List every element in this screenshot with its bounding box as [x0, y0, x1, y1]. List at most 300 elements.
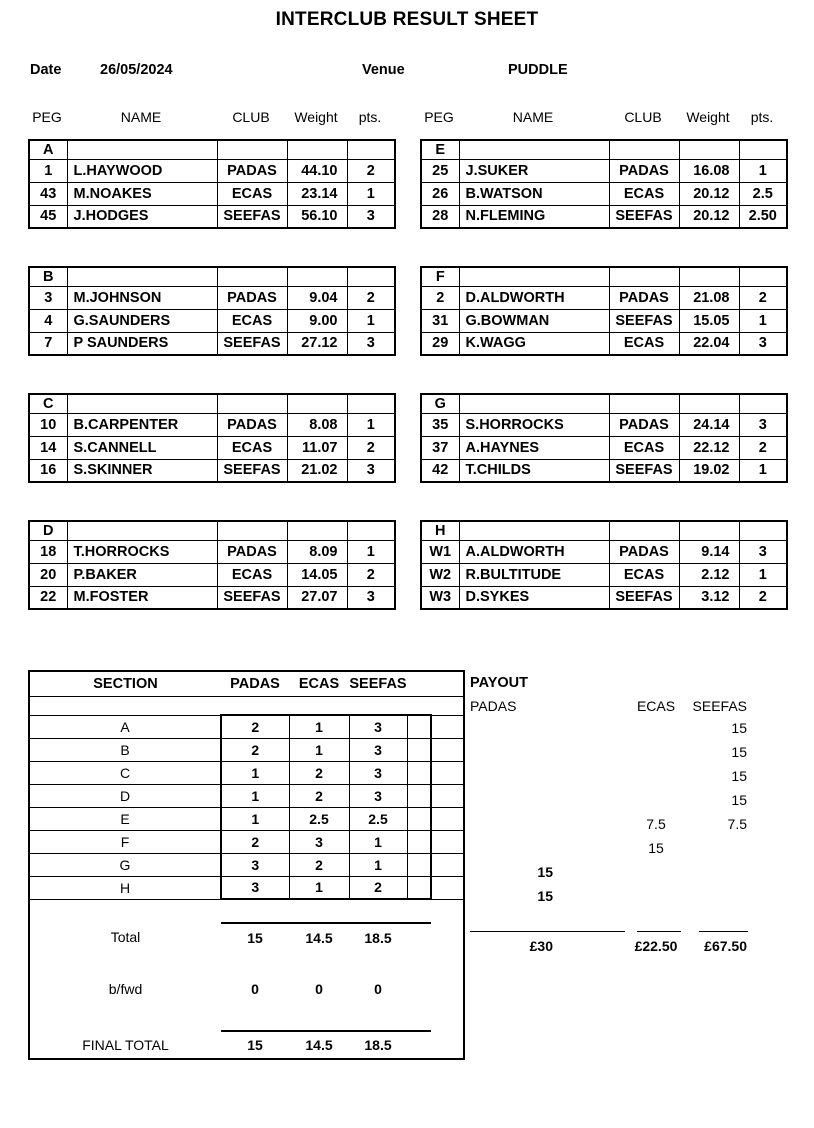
section-header-row [29, 140, 395, 159]
pts-cell: 1 [347, 182, 395, 205]
peg-cell: 7 [29, 332, 67, 355]
payout-padas-rule [470, 908, 625, 932]
payout-seefas-E: 7.5 [727, 816, 747, 832]
club-cell: ECAS [217, 182, 287, 205]
name-cell: B.WATSON [459, 182, 609, 205]
summary-extra-cell [407, 830, 431, 853]
club-cell: ECAS [217, 563, 287, 586]
weight-cell: 3.12 [679, 586, 739, 609]
payout-seefas-C: 15 [731, 768, 747, 784]
club-cell: PADAS [609, 540, 679, 563]
col-header-pts: pts. [358, 109, 382, 125]
peg-cell: 35 [421, 413, 459, 436]
section-header-empty-cell [67, 521, 217, 540]
summary-spare-cell [431, 761, 464, 784]
result-row [421, 413, 787, 436]
result-row [421, 182, 787, 205]
peg-cell: 2 [421, 286, 459, 309]
pts-cell: 3 [739, 413, 787, 436]
section-table-B [28, 266, 396, 356]
result-row [29, 563, 395, 586]
section-header-empty-cell [459, 394, 609, 413]
payout-seefas-A: 15 [731, 720, 747, 736]
summary-spacer-row [29, 696, 464, 715]
section-header-empty-cell [459, 140, 609, 159]
summary-section-label: H [29, 876, 221, 899]
summary-spare-cell [431, 876, 464, 899]
pts-cell: 3 [739, 332, 787, 355]
section-header-empty-cell [287, 267, 347, 286]
name-cell: A.ALDWORTH [459, 540, 609, 563]
section-header-empty-cell [739, 140, 787, 159]
summary-table [28, 670, 465, 1060]
final-extra-cell [407, 1031, 431, 1059]
name-cell: S.HORROCKS [459, 413, 609, 436]
summary-ecas-value: 1 [289, 715, 349, 738]
club-cell: PADAS [217, 159, 287, 182]
name-cell: D.SYKES [459, 586, 609, 609]
summary-spare-cell [431, 830, 464, 853]
payout-ecas-A [625, 716, 687, 740]
weight-cell: 15.05 [679, 309, 739, 332]
peg-cell: 10 [29, 413, 67, 436]
summary-padas-value: 3 [221, 853, 289, 876]
section-header-empty-cell [347, 521, 395, 540]
pts-cell: 1 [347, 540, 395, 563]
summary-row-D [29, 784, 464, 807]
summary-extra-cell [407, 876, 431, 899]
peg-cell: 3 [29, 286, 67, 309]
payout-seefas-G [687, 860, 755, 884]
payout-padas-B [470, 740, 625, 764]
peg-cell: 14 [29, 436, 67, 459]
name-cell: D.ALDWORTH [459, 286, 609, 309]
summary-seefas-value: 3 [349, 761, 407, 784]
club-cell: SEEFAS [609, 309, 679, 332]
pts-cell: 1 [739, 563, 787, 586]
weight-cell: 2.12 [679, 563, 739, 586]
summary-gap-row [29, 1003, 464, 1031]
section-tables-grid [0, 139, 814, 610]
club-cell: PADAS [609, 413, 679, 436]
summary-section-label: F [29, 830, 221, 853]
summary-row-F [29, 830, 464, 853]
section-header-row [29, 394, 395, 413]
final-ecas-value: 14.5 [289, 1031, 349, 1059]
payout-header-padas: PADAS [470, 698, 517, 714]
name-cell: A.HAYNES [459, 436, 609, 459]
section-header-empty-cell [217, 394, 287, 413]
section-header-empty-cell [609, 267, 679, 286]
payout-row-B [470, 740, 755, 764]
summary-seefas-value: 1 [349, 830, 407, 853]
summary-row-G [29, 853, 464, 876]
summary-row-C [29, 761, 464, 784]
section-header-empty-cell [739, 394, 787, 413]
club-cell: ECAS [609, 436, 679, 459]
pts-cell: 3 [347, 205, 395, 228]
summary-row-E [29, 807, 464, 830]
peg-cell: 37 [421, 436, 459, 459]
payout-total-seefas: £67.50 [704, 938, 747, 954]
final-total-label: FINAL TOTAL [82, 1036, 169, 1053]
col-header-pts: pts. [750, 109, 774, 125]
section-table-F [420, 266, 788, 356]
pts-cell: 2 [739, 286, 787, 309]
final-seefas-value: 18.5 [349, 1031, 407, 1059]
result-row [421, 286, 787, 309]
col-header-club: CLUB [624, 109, 662, 125]
peg-cell: 18 [29, 540, 67, 563]
pts-cell: 2 [347, 286, 395, 309]
section-table-H [420, 520, 788, 610]
section-letter: A [29, 140, 67, 159]
name-cell: M.NOAKES [67, 182, 217, 205]
section-letter: C [29, 394, 67, 413]
payout-club-headers [470, 696, 755, 716]
final-spare-cell [431, 1031, 464, 1059]
club-cell: SEEFAS [217, 459, 287, 482]
peg-cell: W3 [421, 586, 459, 609]
total-padas-value: 15 [221, 923, 289, 951]
summary-spare-cell [431, 807, 464, 830]
venue-label: Venue [362, 62, 405, 78]
result-row [421, 459, 787, 482]
summary-ecas-value: 2 [289, 761, 349, 784]
summary-padas-value: 1 [221, 784, 289, 807]
section-header-row [421, 267, 787, 286]
peg-cell: 45 [29, 205, 67, 228]
section-header-empty-cell [679, 140, 739, 159]
pts-cell: 1 [347, 309, 395, 332]
peg-cell: 22 [29, 586, 67, 609]
summary-header-section: SECTION [29, 671, 221, 696]
venue-value: PUDDLE [508, 62, 568, 78]
page-title: INTERCLUB RESULT SHEET [275, 9, 539, 30]
club-cell: PADAS [217, 286, 287, 309]
summary-padas-value: 1 [221, 761, 289, 784]
bfwd-label: b/fwd [108, 981, 143, 997]
peg-cell: 43 [29, 182, 67, 205]
result-row [421, 332, 787, 355]
club-cell: SEEFAS [217, 205, 287, 228]
weight-cell: 9.00 [287, 309, 347, 332]
club-cell: ECAS [609, 332, 679, 355]
summary-header-ecas: ECAS [289, 671, 349, 696]
weight-cell: 23.14 [287, 182, 347, 205]
section-header-empty-cell [679, 521, 739, 540]
totals-area [0, 670, 814, 1060]
section-header-empty-cell [679, 267, 739, 286]
section-header-empty-cell [459, 521, 609, 540]
payout-ecas-F: 15 [648, 840, 664, 856]
result-row [29, 436, 395, 459]
section-header-empty-cell [609, 394, 679, 413]
pts-cell: 1 [739, 309, 787, 332]
summary-seefas-value: 3 [349, 715, 407, 738]
section-header-empty-cell [609, 521, 679, 540]
peg-cell: 16 [29, 459, 67, 482]
weight-cell: 9.04 [287, 286, 347, 309]
payout-seefas-rule [699, 908, 748, 932]
payout-padas-A [470, 716, 625, 740]
weight-cell: 27.07 [287, 586, 347, 609]
section-header-row [29, 267, 395, 286]
peg-cell: 29 [421, 332, 459, 355]
summary-seefas-value: 1 [349, 853, 407, 876]
section-header-empty-cell [347, 267, 395, 286]
section-header-empty-cell [739, 521, 787, 540]
name-cell: R.BULTITUDE [459, 563, 609, 586]
payout-padas-G: 15 [537, 864, 553, 880]
summary-ecas-value: 1 [289, 738, 349, 761]
peg-cell: 20 [29, 563, 67, 586]
section-letter: G [421, 394, 459, 413]
weight-cell: 11.07 [287, 436, 347, 459]
summary-seefas-value: 2.5 [349, 807, 407, 830]
name-cell: P.BAKER [67, 563, 217, 586]
peg-cell: 26 [421, 182, 459, 205]
payout-totals-row [470, 932, 755, 960]
section-header-empty-cell [287, 140, 347, 159]
result-row [29, 586, 395, 609]
payout-padas-E [470, 812, 625, 836]
summary-section-label: G [29, 853, 221, 876]
summary-seefas-value: 2 [349, 876, 407, 899]
club-cell: ECAS [609, 182, 679, 205]
pts-cell: 3 [347, 332, 395, 355]
payout-ecas-D [625, 788, 687, 812]
weight-cell: 20.12 [679, 205, 739, 228]
peg-cell: 4 [29, 309, 67, 332]
section-header-empty-cell [287, 521, 347, 540]
col-header-name: NAME [512, 109, 554, 125]
peg-cell: 31 [421, 309, 459, 332]
payout-block [470, 670, 755, 960]
date-label: Date [30, 62, 62, 78]
payout-seefas-D: 15 [731, 792, 747, 808]
section-header-empty-cell [347, 394, 395, 413]
summary-extra-cell [407, 784, 431, 807]
payout-padas-D [470, 788, 625, 812]
weight-cell: 21.02 [287, 459, 347, 482]
summary-header-seefas: SEEFAS [349, 671, 407, 696]
pts-cell: 2 [739, 436, 787, 459]
payout-row-D [470, 788, 755, 812]
summary-ecas-value: 1 [289, 876, 349, 899]
section-header-empty-cell [217, 521, 287, 540]
summary-section-label: B [29, 738, 221, 761]
payout-ecas-G [625, 860, 687, 884]
section-letter: H [421, 521, 459, 540]
pts-cell: 2 [739, 586, 787, 609]
result-row [421, 205, 787, 228]
payout-ecas-E: 7.5 [646, 816, 666, 832]
section-header-empty-cell [287, 394, 347, 413]
col-header-peg: PEG [32, 109, 62, 125]
summary-spare-cell [431, 715, 464, 738]
summary-row-A [29, 715, 464, 738]
weight-cell: 56.10 [287, 205, 347, 228]
summary-gap-row [29, 899, 464, 923]
pts-cell: 1 [347, 413, 395, 436]
result-row [29, 286, 395, 309]
name-cell: G.SAUNDERS [67, 309, 217, 332]
name-cell: J.HODGES [67, 205, 217, 228]
peg-cell: 28 [421, 205, 459, 228]
summary-spare-cell [431, 784, 464, 807]
summary-padas-value: 3 [221, 876, 289, 899]
summary-ecas-value: 2.5 [289, 807, 349, 830]
weight-cell: 19.02 [679, 459, 739, 482]
payout-padas-F [470, 836, 625, 860]
pts-cell: 2 [347, 159, 395, 182]
total-label: Total [110, 929, 141, 945]
name-cell: M.JOHNSON [67, 286, 217, 309]
summary-header-row [29, 671, 464, 696]
bfwd-padas-value: 0 [251, 981, 259, 997]
payout-padas-H: 15 [537, 888, 553, 904]
pts-cell: 2.50 [739, 205, 787, 228]
summary-padas-value: 1 [221, 807, 289, 830]
col-header-weight: Weight [294, 109, 338, 125]
pts-cell: 1 [739, 159, 787, 182]
total-ecas-value: 14.5 [289, 923, 349, 951]
result-row [421, 540, 787, 563]
payout-row-G [470, 860, 755, 884]
summary-ecas-value: 2 [289, 784, 349, 807]
section-header-row [421, 394, 787, 413]
peg-cell: W2 [421, 563, 459, 586]
summary-seefas-value: 3 [349, 738, 407, 761]
summary-gap-row [29, 951, 464, 975]
payout-ecas-H [625, 884, 687, 908]
section-header-empty-cell [217, 140, 287, 159]
summary-spare-cell [431, 853, 464, 876]
result-columns-header-right [420, 109, 786, 125]
payout-seefas-F [687, 836, 755, 860]
section-table-A [28, 139, 396, 229]
result-row [29, 205, 395, 228]
section-header-empty-cell [459, 267, 609, 286]
weight-cell: 8.09 [287, 540, 347, 563]
peg-cell: 25 [421, 159, 459, 182]
result-row [29, 182, 395, 205]
payout-ecas-B [625, 740, 687, 764]
section-header-empty-cell [217, 267, 287, 286]
club-cell: PADAS [609, 159, 679, 182]
name-cell: J.SUKER [459, 159, 609, 182]
section-header-empty-cell [739, 267, 787, 286]
weight-cell: 22.04 [679, 332, 739, 355]
summary-row-H [29, 876, 464, 899]
payout-row-A [470, 716, 755, 740]
result-row [421, 159, 787, 182]
payout-row-C [470, 764, 755, 788]
result-row [421, 436, 787, 459]
club-cell: PADAS [217, 413, 287, 436]
payout-total-rules [470, 908, 755, 932]
payout-padas-C [470, 764, 625, 788]
result-row [29, 413, 395, 436]
section-header-empty-cell [67, 267, 217, 286]
name-cell: K.WAGG [459, 332, 609, 355]
section-header-empty-cell [67, 394, 217, 413]
date-value: 26/05/2024 [100, 62, 173, 78]
summary-header-empty [407, 671, 464, 696]
section-header-empty-cell [679, 394, 739, 413]
summary-padas-value: 2 [221, 715, 289, 738]
name-cell: M.FOSTER [67, 586, 217, 609]
summary-row-B [29, 738, 464, 761]
total-extra-cell [407, 923, 431, 951]
section-header-empty-cell [609, 140, 679, 159]
summary-bfwd-row [29, 975, 464, 1003]
section-letter: F [421, 267, 459, 286]
weight-cell: 14.05 [287, 563, 347, 586]
weight-cell: 24.14 [679, 413, 739, 436]
summary-ecas-value: 2 [289, 853, 349, 876]
section-header-empty-cell [67, 140, 217, 159]
name-cell: B.CARPENTER [67, 413, 217, 436]
section-table-G [420, 393, 788, 483]
section-table-E [420, 139, 788, 229]
pts-cell: 3 [347, 459, 395, 482]
result-row [421, 586, 787, 609]
weight-cell: 20.12 [679, 182, 739, 205]
weight-cell: 9.14 [679, 540, 739, 563]
pts-cell: 2 [347, 436, 395, 459]
payout-ecas-C [625, 764, 687, 788]
club-cell: ECAS [217, 309, 287, 332]
payout-total-padas: £30 [529, 938, 553, 954]
result-row [29, 459, 395, 482]
summary-seefas-value: 3 [349, 784, 407, 807]
col-header-club: CLUB [232, 109, 270, 125]
pts-cell: 1 [739, 459, 787, 482]
result-row [29, 332, 395, 355]
col-header-weight: Weight [686, 109, 730, 125]
pts-cell: 2.5 [739, 182, 787, 205]
club-cell: SEEFAS [217, 586, 287, 609]
summary-header-padas: PADAS [221, 671, 289, 696]
summary-section-label: A [29, 715, 221, 738]
summary-padas-value: 2 [221, 738, 289, 761]
weight-cell: 8.08 [287, 413, 347, 436]
name-cell: L.HAYWOOD [67, 159, 217, 182]
pts-cell: 3 [739, 540, 787, 563]
section-header-empty-cell [347, 140, 395, 159]
name-cell: N.FLEMING [459, 205, 609, 228]
result-row [29, 159, 395, 182]
name-cell: T.CHILDS [459, 459, 609, 482]
name-cell: G.BOWMAN [459, 309, 609, 332]
pts-cell: 2 [347, 563, 395, 586]
summary-extra-cell [407, 715, 431, 738]
result-row [29, 540, 395, 563]
col-header-name: NAME [120, 109, 162, 125]
peg-cell: 42 [421, 459, 459, 482]
name-cell: T.HORROCKS [67, 540, 217, 563]
section-table-D [28, 520, 396, 610]
summary-total-row [29, 923, 464, 951]
result-columns-header-left [28, 109, 394, 125]
summary-extra-cell [407, 853, 431, 876]
bfwd-ecas-value: 0 [315, 981, 323, 997]
summary-section-label: D [29, 784, 221, 807]
pts-cell: 3 [347, 586, 395, 609]
name-cell: S.CANNELL [67, 436, 217, 459]
